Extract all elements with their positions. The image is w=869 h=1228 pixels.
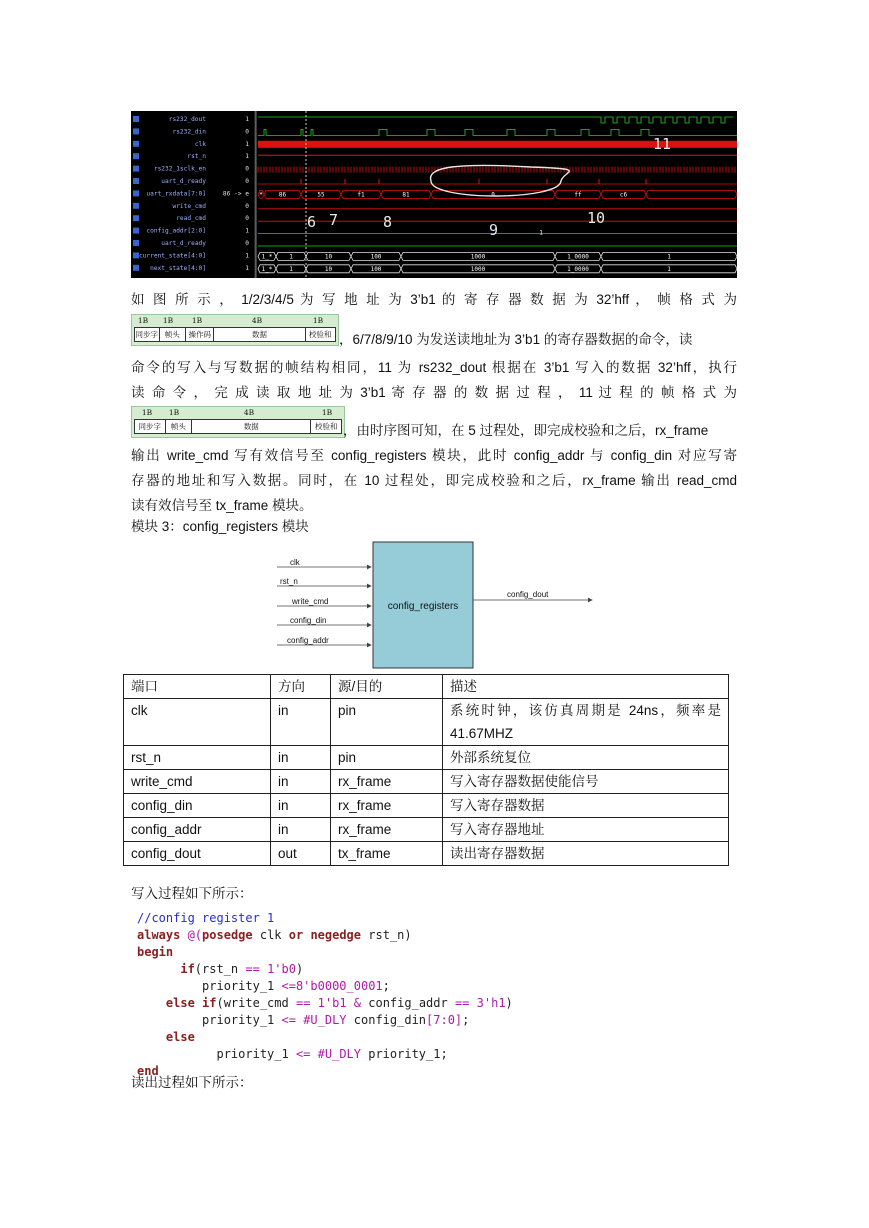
table-cell: 写入寄存器数据使能信号 [443, 770, 729, 794]
output-label: config_dout [507, 590, 549, 599]
code-token: rst_n) [361, 928, 412, 942]
code-token: else [137, 1030, 195, 1044]
bus-value: * [259, 191, 263, 199]
frame-field: 帧头 [160, 328, 186, 341]
signal-icon [133, 265, 139, 271]
module-title: 模块 3：config_registers 模块 [131, 519, 309, 534]
code-token: ) [505, 996, 513, 1010]
signal-name: uart_rxdata[7:0] [146, 190, 206, 198]
code-token: == [454, 996, 470, 1010]
table-cell: pin [331, 746, 443, 770]
para-line-6: 输出 write_cmd 写有效信号至 config_registers 模块，此时 config_addr 与 config_din 对应写寄 [131, 448, 737, 463]
frame-size: 4B [243, 408, 255, 417]
code-token: config_addr [361, 996, 455, 1010]
frame-field: 操作码 [186, 328, 214, 341]
table-cell: out [271, 842, 331, 866]
bus-value: 1_* [261, 265, 273, 273]
code-token: == [245, 962, 260, 976]
code-token: priority_1; [361, 1047, 448, 1061]
bus-value: 1 [667, 265, 671, 273]
frame-size: 1B [168, 408, 180, 417]
frame-field: 数据 [192, 420, 311, 433]
table-cell: 外部系统复位 [443, 746, 729, 770]
table-row [124, 818, 729, 842]
frame-format-write [131, 314, 339, 346]
frame-field: 帧头 [166, 420, 193, 433]
signal-icon [133, 203, 139, 209]
frame-field: 同步字 [135, 420, 166, 433]
frame-size: 1B [141, 408, 153, 417]
desc-line: 系统时钟，该仿真周期是 24ns，频率是 [450, 703, 721, 718]
frame-size: 1B [312, 316, 324, 325]
input-label: rst_n [280, 577, 298, 586]
code-token: 1'b1 [317, 996, 347, 1010]
code-token: always [137, 928, 181, 942]
signal-value: 0 [245, 215, 249, 223]
frame-size: 1B [321, 408, 333, 417]
signal-name: rs232_din [172, 128, 206, 136]
signal-value: 86 -> e [222, 190, 249, 198]
code-token [469, 996, 476, 1010]
table-row [124, 746, 729, 770]
code-block [137, 910, 513, 1080]
table-cell: config_din [124, 794, 271, 818]
frame-size: 4B [251, 316, 263, 325]
code-token: 3'h1 [476, 996, 506, 1010]
signal-icon [133, 141, 139, 147]
read-process-title: 读出过程如下所示： [131, 1075, 253, 1090]
code-token: <= [281, 1013, 296, 1027]
code-token: == [295, 996, 311, 1010]
bus-value: 55 [317, 191, 325, 199]
config-registers-diagram [272, 540, 602, 670]
code-token: 1'b0 [267, 962, 296, 976]
signal-name: rs232_1sclk_en [153, 165, 206, 173]
bus-value: c6 [619, 191, 628, 199]
para-line-1: 如 图 所 示 ， 1/2/3/4/5 为 写 地 址 为 3’b1 的 寄 存 器 数 据 为 32’hff ， 帧 格 式 为 [131, 292, 737, 307]
bus-value: 10 [324, 253, 333, 261]
signal-icon [133, 116, 139, 122]
table-cell: rst_n [124, 746, 271, 770]
code-token: 8'b0000_0001 [295, 979, 383, 993]
handwritten-number: 11 [653, 135, 672, 153]
bus-value: 0 [491, 191, 495, 199]
bus-value: 10 [324, 265, 333, 273]
bus-value: 100 [370, 253, 382, 261]
signal-name: read_cmd [176, 215, 206, 223]
signal-icon [133, 215, 139, 221]
signal-name: uart_d_ready [161, 240, 206, 247]
table-cell: 读出寄存器数据 [443, 842, 729, 866]
bus-value: 1000 [470, 253, 486, 261]
code-token: #U_DLY [303, 1013, 347, 1027]
code-token: if [137, 962, 195, 976]
code-token: end [137, 1064, 159, 1078]
frame-format-read [131, 406, 345, 438]
code-token: begin [137, 945, 174, 959]
handwritten-number: 9 [489, 221, 499, 239]
code-comment: //config register 1 [137, 911, 275, 925]
code-token: @( [180, 928, 203, 942]
signal-value: 0 [245, 165, 249, 173]
code-token: #U_DLY [317, 1047, 361, 1061]
code-token: or [288, 928, 304, 942]
signal-value: 1 [245, 153, 249, 161]
bus-value: f1 [357, 191, 365, 199]
para-line-4: 读 命 令 ， 完 成 读 取 地 址 为 3’b1 寄 存 器 的 数 据 过 程 ， 11 过 程 的 帧 格 式 为 [131, 385, 737, 400]
table-header: 端口 [124, 675, 271, 699]
table-row [124, 699, 729, 746]
table-header-row [124, 675, 729, 699]
signal-icon [133, 190, 139, 196]
bus-value: 1_* [261, 253, 273, 261]
table-cell: 写入寄存器数据 [443, 794, 729, 818]
input-label: config_addr [287, 636, 329, 645]
table-cell: write_cmd [124, 770, 271, 794]
frame-size: 1B [162, 316, 174, 325]
table-row [124, 794, 729, 818]
bus-value: ff [574, 191, 582, 199]
code-token: priority_1 [137, 1047, 296, 1061]
table-header: 方向 [271, 675, 331, 699]
para-line-3: 命令的写入与写数据的帧结构相同，11 为 rs232_dout 根据在 3’b1 写入的数据 32’hff，执行 [131, 360, 737, 375]
table-cell: rx_frame [331, 794, 443, 818]
table-header: 描述 [443, 675, 729, 699]
table-row [124, 770, 729, 794]
port-table [123, 674, 729, 866]
signal-value: 1 [245, 252, 249, 260]
signal-value: 1 [245, 227, 249, 235]
signal-icon [133, 153, 139, 159]
input-label: write_cmd [292, 597, 329, 606]
table-cell: in [271, 746, 331, 770]
bus-value: 86 [278, 191, 287, 199]
input-label: clk [290, 558, 300, 567]
bus-value: 1 [289, 265, 293, 273]
signal-value: 1 [245, 140, 249, 148]
code-token [260, 962, 267, 976]
signal-name: write_cmd [172, 202, 206, 210]
bus-value: 1 [667, 253, 671, 261]
code-token: & [353, 996, 362, 1010]
code-token: negedge [310, 928, 362, 942]
table-cell: rx_frame [331, 770, 443, 794]
signal-value: 0 [245, 202, 249, 210]
table-cell: in [271, 770, 331, 794]
frame-size: 1B [137, 316, 149, 325]
code-token: (write_cmd [216, 996, 296, 1010]
para-line-5: ，由时序图可知，在 5 过程处，即完成校验和之后，rx_frame [343, 423, 709, 438]
code-token: ; [462, 1013, 470, 1027]
code-token: ; [382, 979, 390, 993]
code-token [347, 996, 354, 1010]
signal-name: current_state[4:0] [138, 252, 206, 260]
code-token: ) [295, 962, 304, 976]
table-cell [443, 699, 729, 746]
code-token: priority_1 [137, 1013, 282, 1027]
frame-size: 1B [191, 316, 203, 325]
para-line-8: 读有效信号至 tx_frame 模块。 [131, 498, 313, 513]
code-token: posedge [202, 928, 253, 942]
signal-icon [133, 166, 139, 172]
bus-value: 1 [289, 253, 293, 261]
input-label: config_din [290, 616, 327, 625]
waveform-image [131, 111, 737, 278]
table-cell: rx_frame [331, 818, 443, 842]
table-cell: clk [124, 699, 271, 746]
table-row [124, 842, 729, 866]
write-process-title: 写入过程如下所示： [131, 886, 253, 901]
bus-value: 100 [370, 265, 382, 273]
bus-value: 81 [402, 191, 410, 199]
handwritten-number: 6 [307, 213, 317, 231]
table-header: 源/目的 [331, 675, 443, 699]
table-cell: config_dout [124, 842, 271, 866]
code-token: priority_1 [137, 979, 282, 993]
table-cell: in [271, 794, 331, 818]
signal-name: rst_n [187, 153, 206, 161]
bus-value: 1_0000 [567, 253, 589, 261]
signal-name: config_addr[2:0] [146, 227, 206, 235]
table-cell: pin [331, 699, 443, 746]
signal-value: 0 [245, 240, 249, 247]
signal-name: next_state[4:0] [150, 264, 206, 272]
code-token [310, 996, 317, 1010]
signal-name: clk [194, 140, 206, 148]
frame-field: 数据 [214, 328, 305, 341]
signal-icon [133, 128, 139, 134]
table-cell: in [271, 699, 331, 746]
frame-field: 校验和 [309, 330, 332, 339]
code-token: [7:0] [426, 1013, 463, 1027]
frame-field: 同步字 [135, 330, 158, 339]
code-token: config_din [346, 1013, 427, 1027]
signal-icon [133, 178, 139, 184]
handwritten-number: 10 [587, 209, 606, 227]
signal-value: 0 [245, 128, 249, 136]
code-token: <= [281, 979, 296, 993]
signal-name: rs232_dout [168, 116, 206, 123]
block-label: config_registers [387, 601, 459, 612]
code-token: else if [137, 996, 217, 1010]
table-cell: in [271, 818, 331, 842]
table-cell: config_addr [124, 818, 271, 842]
code-token [310, 1047, 317, 1061]
signal-name: uart_d_ready [161, 178, 206, 185]
signal-icon [133, 228, 139, 234]
signal-value: 1 [245, 116, 249, 123]
para-line-2: ，6/7/8/9/10 为发送读地址为 3’b1 的寄存器数据的命令，读 [339, 332, 693, 347]
signal-icon [133, 240, 139, 246]
bus-value: 1000 [470, 265, 486, 273]
desc-line: 41.67MHZ [450, 726, 514, 741]
table-cell: 写入寄存器地址 [443, 818, 729, 842]
code-token: <= [295, 1047, 311, 1061]
code-token: (rst_n [194, 962, 246, 976]
bus-value: 1 [539, 229, 543, 237]
handwritten-number: 7 [329, 211, 339, 229]
para-line-7: 存器的地址和写入数据。同时，在 10 过程处，即完成校验和之后，rx_frame 输出 read_cmd [131, 473, 737, 488]
frame-field: 校验和 [314, 422, 338, 431]
code-token: clk [252, 928, 289, 942]
handwritten-number: 8 [383, 213, 393, 231]
signal-value: 1 [245, 264, 249, 272]
bus-value: 1_0000 [567, 265, 589, 273]
table-cell: tx_frame [331, 842, 443, 866]
signal-value: 0 [245, 178, 249, 185]
